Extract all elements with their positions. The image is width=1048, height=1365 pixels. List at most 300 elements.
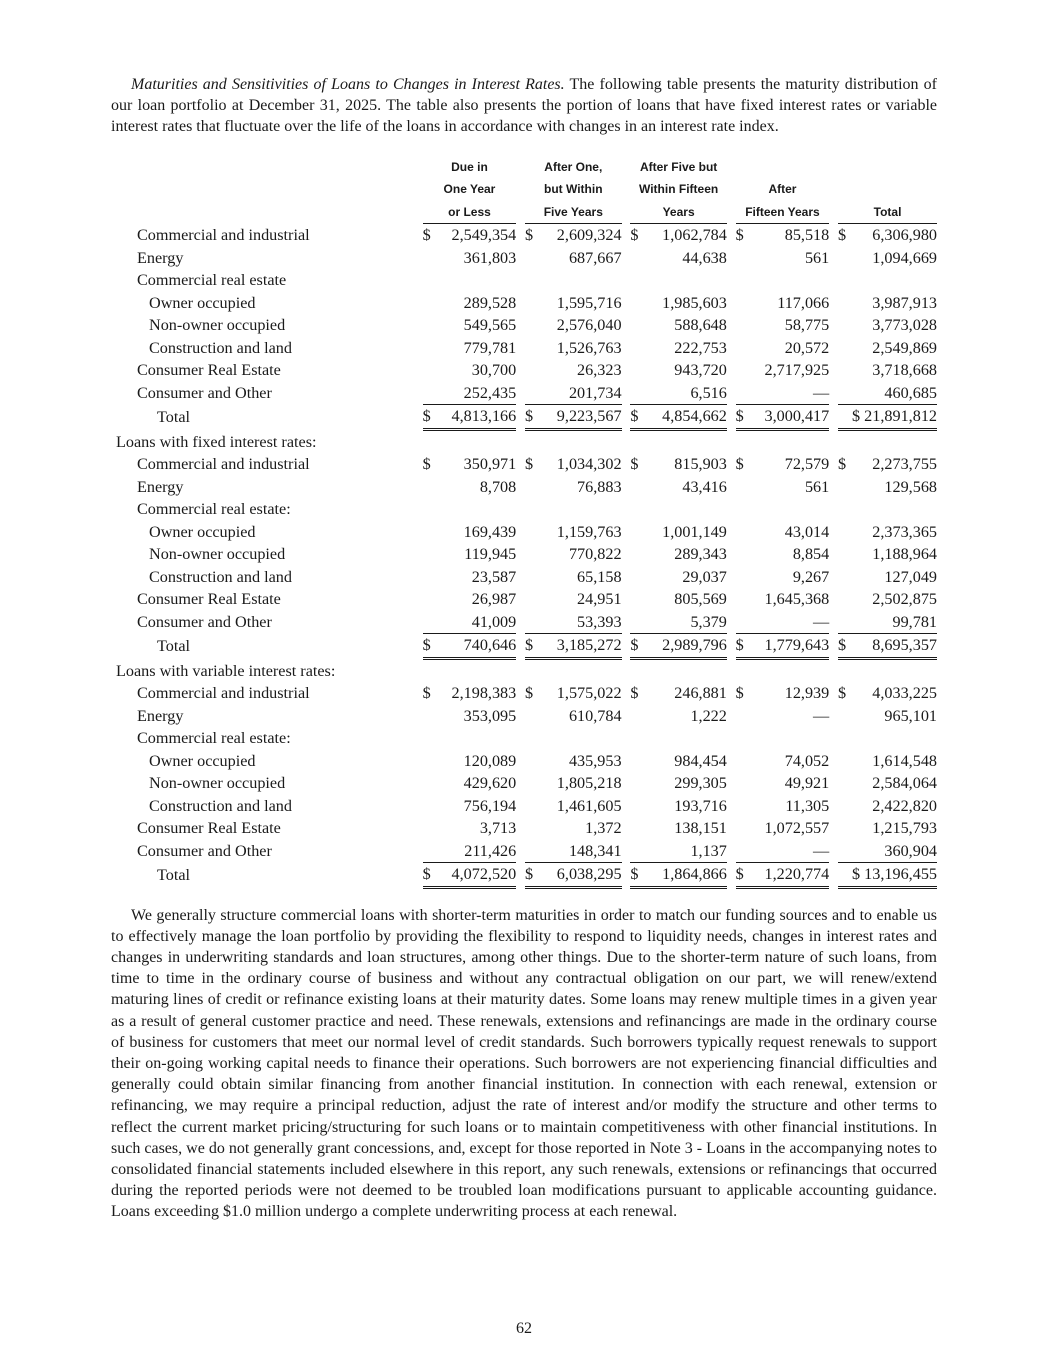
row-label: Non-owner occupied — [149, 545, 286, 564]
currency-symbol — [423, 611, 437, 634]
cell-value: 1,222 — [690, 706, 727, 725]
cell-value: 222,753 — [674, 338, 727, 357]
currency-symbol — [630, 727, 644, 750]
currency-symbol — [630, 498, 644, 521]
currency-symbol — [630, 337, 644, 360]
cell-value: 6,516 — [690, 383, 727, 402]
table-row — [111, 224, 937, 247]
currency-symbol — [525, 292, 539, 315]
cell-value: 5,379 — [690, 612, 727, 631]
cell-value: 2,576,040 — [556, 316, 622, 335]
section-header-row — [111, 658, 937, 682]
currency-symbol — [525, 382, 539, 405]
currency-symbol: $ — [423, 863, 437, 888]
currency-symbol: $ — [838, 226, 847, 245]
currency-symbol — [736, 269, 750, 292]
cell-value — [644, 269, 727, 292]
header-label-blank — [111, 156, 423, 224]
cell-value: 1,575,022 — [556, 684, 622, 703]
cell-value: 1,094,669 — [872, 248, 937, 267]
cell-value: 2,717,925 — [764, 361, 830, 380]
currency-symbol — [630, 476, 644, 499]
cell-value: 2,549,869 — [872, 338, 937, 357]
row-label: Total — [157, 865, 191, 884]
cell-value: 350,971 — [463, 455, 517, 474]
row-label: Consumer Real Estate — [137, 819, 281, 838]
currency-symbol — [736, 292, 750, 315]
table-row — [111, 476, 937, 499]
cell-value: 4,813,166 — [437, 405, 517, 430]
cell-value: 2,422,820 — [872, 796, 937, 815]
table-row — [111, 337, 937, 360]
cell-value: 1,072,557 — [764, 819, 830, 838]
header-one-to-five: After One, but Within Five Years — [525, 156, 622, 224]
row-label: Consumer and Other — [137, 612, 272, 631]
table-row — [111, 705, 937, 728]
table-row — [111, 359, 937, 382]
total-row — [111, 405, 937, 430]
cell-value: 815,903 — [674, 455, 727, 474]
currency-symbol — [838, 476, 852, 499]
row-label: Commercial and industrial — [137, 684, 310, 703]
currency-symbol — [736, 337, 750, 360]
cell-value: 460,685 — [884, 383, 937, 402]
currency-symbol — [525, 795, 539, 818]
row-label: Construction and land — [149, 338, 292, 357]
row-label: Consumer Real Estate — [137, 590, 281, 609]
currency-symbol — [525, 817, 539, 840]
cell-value: 1,137 — [690, 841, 727, 860]
currency-symbol — [630, 543, 644, 566]
cell-value — [852, 269, 937, 292]
currency-symbol: $ — [735, 684, 744, 703]
currency-symbol — [838, 750, 852, 773]
cell-value: 9,223,567 — [539, 405, 622, 430]
intro-title: Maturities and Sensitivities of Loans to Changes in Interest Rates. — [131, 76, 565, 93]
header-after-fifteen: After Fifteen Years — [736, 156, 830, 224]
cell-value: 2,273,755 — [872, 455, 937, 474]
cell-value — [852, 498, 937, 521]
row-label: Consumer and Other — [137, 841, 272, 860]
currency-symbol — [525, 543, 539, 566]
currency-symbol: $ — [736, 634, 750, 659]
cell-value: 2,198,383 — [451, 684, 517, 703]
currency-symbol — [423, 795, 437, 818]
row-label: Owner occupied — [149, 522, 256, 541]
cell-value: 2,609,324 — [556, 226, 622, 245]
currency-symbol — [838, 543, 852, 566]
currency-symbol — [423, 269, 437, 292]
currency-symbol — [736, 566, 750, 589]
currency-symbol — [838, 795, 852, 818]
cell-value: 1,526,763 — [556, 338, 622, 357]
currency-symbol: $ — [838, 634, 852, 659]
cell-value: — — [813, 612, 830, 631]
loan-maturity-table — [111, 156, 937, 889]
currency-symbol — [423, 705, 437, 728]
currency-symbol — [736, 382, 750, 405]
table-row — [111, 817, 937, 840]
cell-value: 2,502,875 — [872, 590, 937, 609]
currency-symbol: $ — [838, 455, 847, 474]
cell-value: 4,072,520 — [437, 863, 517, 888]
currency-symbol: $ — [525, 455, 534, 474]
table-row — [111, 498, 937, 521]
page-number: 62 — [516, 1320, 532, 1337]
currency-symbol — [423, 772, 437, 795]
currency-symbol — [630, 292, 644, 315]
cell-value: 20,572 — [784, 338, 830, 357]
table-body — [111, 224, 937, 888]
currency-symbol — [525, 588, 539, 611]
currency-symbol — [630, 840, 644, 863]
cell-value: 943,720 — [674, 361, 727, 380]
currency-symbol: $ — [735, 226, 744, 245]
currency-symbol — [630, 314, 644, 337]
currency-symbol — [525, 521, 539, 544]
cell-value: 3,773,028 — [872, 316, 937, 335]
currency-symbol — [736, 247, 750, 270]
cell-value: 148,341 — [568, 841, 622, 860]
cell-value: 361,803 — [463, 248, 517, 267]
currency-symbol: $ — [736, 405, 750, 430]
cell-value: 44,638 — [682, 248, 727, 267]
currency-symbol: $ — [735, 455, 744, 474]
header-five-to-fifteen: After Five but Within Fifteen Years — [630, 156, 727, 224]
cell-value: 756,194 — [463, 796, 517, 815]
currency-symbol — [838, 337, 852, 360]
row-label: Commercial and industrial — [137, 455, 310, 474]
row-label: Energy — [137, 248, 184, 267]
currency-symbol — [630, 750, 644, 773]
cell-value: 805,569 — [674, 590, 727, 609]
table-row — [111, 611, 937, 634]
currency-symbol: $ — [525, 634, 539, 659]
cell-value: 58,775 — [784, 316, 830, 335]
table-row — [111, 453, 937, 476]
cell-value: 289,343 — [674, 545, 727, 564]
cell-value: 43,416 — [682, 477, 727, 496]
cell-value: 984,454 — [674, 751, 727, 770]
table-row — [111, 314, 937, 337]
cell-value: 127,049 — [884, 567, 937, 586]
currency-symbol — [423, 247, 437, 270]
currency-symbol: $ — [838, 684, 847, 703]
currency-symbol: $ — [422, 226, 431, 245]
cell-value: 2,584,064 — [872, 774, 937, 793]
currency-symbol — [838, 359, 852, 382]
currency-symbol — [736, 498, 750, 521]
cell-value: 770,822 — [568, 545, 622, 564]
cell-value: 246,881 — [674, 684, 727, 703]
currency-symbol — [525, 498, 539, 521]
row-label: Non-owner occupied — [149, 774, 286, 793]
currency-symbol — [736, 705, 750, 728]
currency-symbol — [423, 840, 437, 863]
cell-value: 1,372 — [585, 819, 622, 838]
currency-symbol — [736, 611, 750, 634]
currency-symbol — [525, 359, 539, 382]
cell-value: 23,587 — [471, 567, 517, 586]
currency-symbol — [838, 727, 852, 750]
row-label: Non-owner occupied — [149, 316, 286, 335]
row-label: Commercial real estate — [137, 271, 287, 290]
cell-value: 24,951 — [577, 590, 622, 609]
row-label: Construction and land — [149, 796, 292, 815]
currency-symbol — [630, 772, 644, 795]
currency-symbol — [525, 337, 539, 360]
cell-value: 549,565 — [463, 316, 517, 335]
currency-symbol — [423, 543, 437, 566]
section-header: Loans with fixed interest rates: — [116, 432, 317, 451]
cell-value: 72,579 — [784, 455, 830, 474]
cell-value: 1,188,964 — [872, 545, 937, 564]
currency-symbol — [423, 337, 437, 360]
currency-symbol: $ — [422, 455, 431, 474]
cell-value — [644, 727, 727, 750]
currency-symbol — [630, 795, 644, 818]
currency-symbol: $ — [630, 634, 644, 659]
row-label: Owner occupied — [149, 751, 256, 770]
cell-value: 138,151 — [674, 819, 727, 838]
row-label: Consumer and Other — [137, 383, 272, 402]
cell-value: $ 13,196,455 — [852, 863, 937, 888]
currency-symbol: $ — [525, 684, 534, 703]
cell-value: 3,987,913 — [872, 293, 937, 312]
currency-symbol — [525, 476, 539, 499]
currency-symbol — [838, 269, 852, 292]
cell-value: 193,716 — [674, 796, 727, 815]
row-label: Owner occupied — [149, 293, 256, 312]
cell-value: 119,945 — [464, 545, 517, 564]
cell-value: 1,461,605 — [556, 796, 622, 815]
cell-value: 1,062,784 — [662, 226, 727, 245]
currency-symbol — [630, 382, 644, 405]
cell-value: 201,734 — [568, 383, 622, 402]
row-label: Energy — [137, 706, 184, 725]
cell-value: 53,393 — [577, 612, 622, 631]
cell-value: 561 — [804, 248, 830, 267]
currency-symbol — [838, 292, 852, 315]
currency-symbol — [630, 705, 644, 728]
cell-value: 1,864,866 — [644, 863, 727, 888]
currency-symbol: $ — [630, 405, 644, 430]
currency-symbol — [838, 498, 852, 521]
cell-value: 4,854,662 — [644, 405, 727, 430]
cell-value: 252,435 — [463, 383, 517, 402]
currency-symbol — [630, 817, 644, 840]
table-row — [111, 382, 937, 405]
currency-symbol — [838, 611, 852, 634]
currency-symbol: $ — [525, 863, 539, 888]
currency-symbol: $ — [630, 863, 644, 888]
row-label: Commercial real estate: — [137, 500, 291, 519]
currency-symbol: $ — [423, 634, 437, 659]
currency-symbol — [838, 772, 852, 795]
currency-symbol — [423, 727, 437, 750]
cell-value: 12,939 — [784, 684, 830, 703]
cell-value: 687,667 — [568, 248, 622, 267]
currency-symbol — [423, 292, 437, 315]
cell-value: 3,000,417 — [750, 405, 830, 430]
cell-value — [644, 498, 727, 521]
cell-value: 74,052 — [784, 751, 830, 770]
intro-text: The following table presents the maturity distribution of our loan portfolio at December 31, 2025. The table also presents the portion of loans that have fixed interest rates or variable interest rates that fluctuate over the life of the loans in accordance with changes in an interest rate index. — [111, 76, 937, 136]
intro-paragraph — [111, 74, 937, 138]
table-header-row — [111, 156, 937, 224]
cell-value: 360,904 — [884, 841, 937, 860]
cell-value: 26,323 — [577, 361, 622, 380]
currency-symbol: $ — [525, 226, 534, 245]
currency-symbol — [525, 840, 539, 863]
document-page — [111, 74, 937, 1223]
total-row — [111, 863, 937, 888]
cell-value: 120,089 — [463, 751, 517, 770]
currency-symbol — [838, 314, 852, 337]
currency-symbol — [525, 705, 539, 728]
total-row — [111, 634, 937, 659]
currency-symbol — [736, 817, 750, 840]
table-row — [111, 566, 937, 589]
currency-symbol — [838, 247, 852, 270]
cell-value: 1,779,643 — [750, 634, 830, 659]
cell-value: 3,713 — [479, 819, 517, 838]
cell-value: 211,426 — [464, 841, 517, 860]
table-row — [111, 269, 937, 292]
currency-symbol — [838, 863, 852, 888]
cell-value — [852, 727, 937, 750]
cell-value: 1,614,548 — [872, 751, 937, 770]
cell-value: 1,645,368 — [764, 590, 830, 609]
cell-value: 1,595,716 — [556, 293, 622, 312]
cell-value: 2,989,796 — [644, 634, 727, 659]
currency-symbol — [838, 588, 852, 611]
cell-value: 1,001,149 — [662, 522, 727, 541]
cell-value — [539, 498, 622, 521]
table-row — [111, 750, 937, 773]
cell-value: 3,718,668 — [872, 361, 937, 380]
currency-symbol — [525, 269, 539, 292]
table-row — [111, 543, 937, 566]
cell-value: 65,158 — [577, 567, 622, 586]
row-label: Total — [157, 407, 191, 426]
currency-symbol: $ — [630, 455, 639, 474]
cell-value: 299,305 — [674, 774, 727, 793]
currency-symbol — [736, 359, 750, 382]
currency-symbol — [736, 588, 750, 611]
section-header: Loans with variable interest rates: — [116, 661, 336, 680]
currency-symbol — [736, 314, 750, 337]
cell-value: 2,373,365 — [872, 522, 937, 541]
currency-symbol — [525, 566, 539, 589]
cell-value: 610,784 — [568, 706, 622, 725]
cell-value: 588,648 — [674, 316, 727, 335]
cell-value — [539, 269, 622, 292]
cell-value: 99,781 — [892, 612, 937, 631]
table-row — [111, 795, 937, 818]
cell-value: — — [813, 841, 830, 860]
cell-value: — — [813, 706, 830, 725]
currency-symbol — [630, 359, 644, 382]
currency-symbol — [736, 750, 750, 773]
cell-value: 30,700 — [471, 361, 517, 380]
cell-value: 1,985,603 — [662, 293, 727, 312]
currency-symbol — [736, 772, 750, 795]
currency-symbol — [838, 840, 852, 863]
currency-symbol — [838, 705, 852, 728]
table-row — [111, 682, 937, 705]
cell-value: 561 — [804, 477, 830, 496]
cell-value: 435,953 — [568, 751, 622, 770]
cell-value: 740,646 — [437, 634, 517, 659]
cell-value: 1,159,763 — [556, 522, 622, 541]
currency-symbol — [423, 588, 437, 611]
currency-symbol — [736, 727, 750, 750]
currency-symbol: $ — [736, 863, 750, 888]
cell-value: 43,014 — [784, 522, 830, 541]
cell-value — [437, 498, 517, 521]
cell-value — [750, 269, 830, 292]
row-label: Construction and land — [149, 567, 292, 586]
currency-symbol — [630, 521, 644, 544]
currency-symbol — [423, 382, 437, 405]
cell-value: 169,439 — [463, 522, 517, 541]
header-total: Total — [838, 156, 937, 224]
cell-value: 85,518 — [784, 226, 830, 245]
currency-symbol — [630, 588, 644, 611]
currency-symbol: $ — [423, 405, 437, 430]
cell-value — [539, 727, 622, 750]
table-row — [111, 840, 937, 863]
table-row — [111, 772, 937, 795]
cell-value: 117,066 — [777, 293, 830, 312]
currency-symbol — [838, 382, 852, 405]
currency-symbol — [423, 314, 437, 337]
cell-value: 8,708 — [479, 477, 517, 496]
cell-value — [750, 498, 830, 521]
currency-symbol — [630, 566, 644, 589]
cell-value: 8,854 — [792, 545, 830, 564]
cell-value: 779,781 — [463, 338, 517, 357]
cell-value: 289,528 — [463, 293, 517, 312]
cell-value: 49,921 — [784, 774, 830, 793]
table-row — [111, 247, 937, 270]
row-label: Consumer Real Estate — [137, 361, 281, 380]
cell-value: 9,267 — [792, 567, 830, 586]
cell-value: 1,034,302 — [556, 455, 622, 474]
currency-symbol — [838, 521, 852, 544]
cell-value: 129,568 — [884, 477, 937, 496]
cell-value: 11,305 — [785, 796, 830, 815]
row-label: Commercial and industrial — [137, 225, 310, 244]
currency-symbol — [630, 611, 644, 634]
cell-value: 1,215,793 — [872, 819, 937, 838]
closing-paragraph: We generally structure commercial loans with shorter-term maturities in order to match our funding sources and to enable us to effectively manage the loan portfolio by providing the flexibility to respond to liquidity needs, changes in interest rates and changes in underwriting standards and loan structures, among other things. Due to the shorter-term nature of such loans, from time to time in the ordinary course of business and without any contractual obligation on our part, we will renew/extend maturing lines of credit or refinance existing loans at their maturity dates. Some loans may renew multiple times in a given year as a result of general customer practice and need. These renewals, extensions and refinancings are made in the ordinary course of business for customers that meet our normal level of credit standards. Such borrowers typically request renewals to support their on-going working capital needs to finance their operations. Such borrowers are not experiencing financial difficulties and generally could obtain similar financing from another financial institution. In connection with each renewal, extension or refinancing, we may require a principal reduction, adjust the rate of interest and/or modify the structure and other terms to reflect the current market pricing/structuring for such loans or to maintain competitiveness with other financial institutions. In such cases, we do not generally grant concessions, and, except for those reported in Note 3 - Loans in the accompanying notes to consolidated financial statements included elsewhere in this report, any such renewals, extensions or refinancings that occurred during the reported periods were not deemed to be troubled loan modifications pursuant to applicable accounting guidance. Loans exceeding $1.0 million undergo a complete underwriting process at each renewal. — [111, 906, 937, 1221]
currency-symbol — [736, 840, 750, 863]
cell-value — [750, 727, 830, 750]
cell-value: 6,306,980 — [872, 226, 937, 245]
currency-symbol: $ — [422, 684, 431, 703]
currency-symbol — [736, 795, 750, 818]
cell-value: 76,883 — [577, 477, 622, 496]
currency-symbol — [736, 543, 750, 566]
cell-value: 429,620 — [463, 774, 517, 793]
section-header-row — [111, 429, 937, 453]
cell-value: 3,185,272 — [539, 634, 622, 659]
cell-value: 8,695,357 — [852, 634, 937, 659]
currency-symbol — [736, 521, 750, 544]
currency-symbol: $ — [525, 405, 539, 430]
